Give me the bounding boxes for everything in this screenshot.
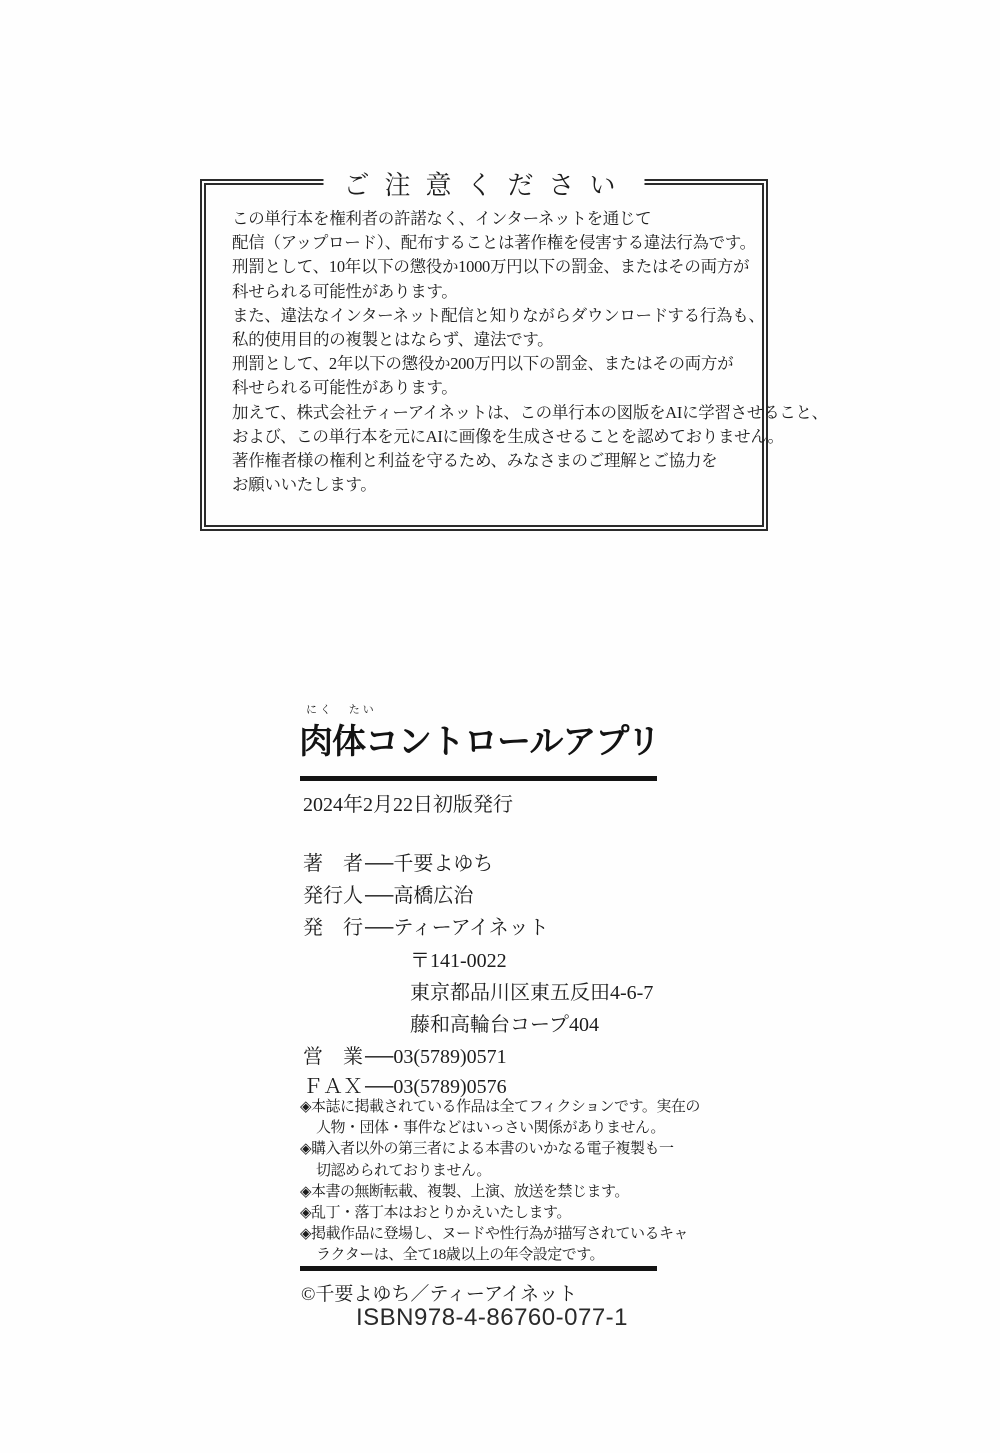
notice-line: この単行本を権利者の許諾なく、インターネットを通じて (232, 209, 652, 228)
contact-row-sales (303, 1040, 507, 1069)
address-street: 東京都品川区東五反田4-6-7 (410, 982, 654, 1004)
note-line: ◈掲載作品に登場し、ヌードや性行為が描写されているキャ (300, 1226, 689, 1243)
note-line: 人物・団体・事件などはいっさい関係がありません。 (316, 1120, 665, 1137)
notice-line: 加えて、株式会社ティーアイネットは、この単行本の図版をAIに学習させること、 (232, 402, 828, 422)
address-postal-code: 〒141-0022 (410, 950, 507, 972)
credit-label: 発行人 (303, 885, 363, 907)
edition-date: 2024年2月22日初版発行 (303, 794, 513, 816)
notice-line: および、この単行本を元にAIに画像を生成させることを認めておりません。 (232, 426, 784, 446)
book-title (299, 714, 660, 763)
notice-line: 科せられる可能性があります。 (232, 378, 458, 398)
title-divider-rule (300, 776, 657, 781)
note-line: ◈本書の無断転載、複製、上演、放送を禁じます。 (300, 1183, 629, 1200)
notice-line: 配信（アップロード）、配布することは著作権を侵害する違法行為です。 (232, 233, 756, 253)
credit-value: 千要よゆち (393, 853, 494, 875)
book-title-kanji: 肉体 (299, 724, 365, 761)
credit-value: 高橋広治 (393, 885, 474, 907)
credit-label: 著 者 (303, 853, 363, 875)
contact-label: ＦＡＸ (303, 1076, 363, 1098)
credit-label: 発 行 (303, 917, 363, 939)
contact-dash: ── (365, 1076, 394, 1098)
notice-line: また、違法なインターネット配信と知りながらダウンロードする行為も、 (232, 305, 765, 325)
credit-row-publisher-person (303, 879, 473, 908)
note-line: ◈購入者以外の第三者による本書のいかなる電子複製も一 (300, 1141, 674, 1158)
credit-dash: ── (365, 917, 394, 939)
note-line: 切認められておりません。 (316, 1162, 491, 1179)
notice-box (200, 171, 828, 531)
notice-line: 刑罰として、2年以下の懲役か200万円以下の罰金、またはその両方が (232, 354, 734, 374)
note-line: ◈乱丁・落丁本はおとりかえいたします。 (300, 1205, 571, 1222)
contact-value: 03(5789)0576 (393, 1076, 507, 1098)
contact-label: 営 業 (303, 1046, 363, 1068)
credit-row-author (303, 847, 493, 876)
note-line: ◈本誌に掲載されている作品は全てフィクションです。実在の (300, 1099, 700, 1115)
notice-box-title: ご注意ください (323, 165, 644, 202)
contact-dash: ── (365, 1046, 394, 1068)
credit-value: ティーアイネット (393, 917, 549, 939)
credit-row-publisher (303, 911, 549, 940)
notice-line: 刑罰として、10年以下の懲役か1000万円以下の罰金、またはその両方が (232, 257, 750, 277)
notice-box-body (232, 207, 828, 497)
notice-line: 科せられる可能性があります。 (232, 281, 458, 301)
notes-list (300, 1097, 700, 1267)
address-building: 藤和高輪台コープ404 (410, 1014, 599, 1036)
credit-dash: ── (365, 853, 394, 875)
contact-row-fax (303, 1070, 507, 1099)
note-line: ラクターは、全て18歳以上の年令設定です。 (316, 1247, 605, 1264)
notice-line: 著作権者様の権利と利益を守るため、みなさまのご理解とご協力を (232, 451, 718, 471)
notice-line: 私的使用目的の複製とはならず、違法です。 (232, 330, 554, 350)
book-title-furigana: にく たい (306, 704, 377, 716)
notice-line: お願いいたします。 (232, 475, 377, 495)
bottom-divider-rule (300, 1266, 657, 1271)
credit-dash: ── (365, 885, 394, 907)
book-title-rest: コントロールアプリ (365, 724, 660, 761)
contact-value: 03(5789)0571 (393, 1046, 507, 1068)
isbn-number: ISBN978-4-86760-077-1 (356, 1304, 629, 1331)
copyright-line: ©千要よゆち／ティーアイネット (301, 1284, 578, 1305)
